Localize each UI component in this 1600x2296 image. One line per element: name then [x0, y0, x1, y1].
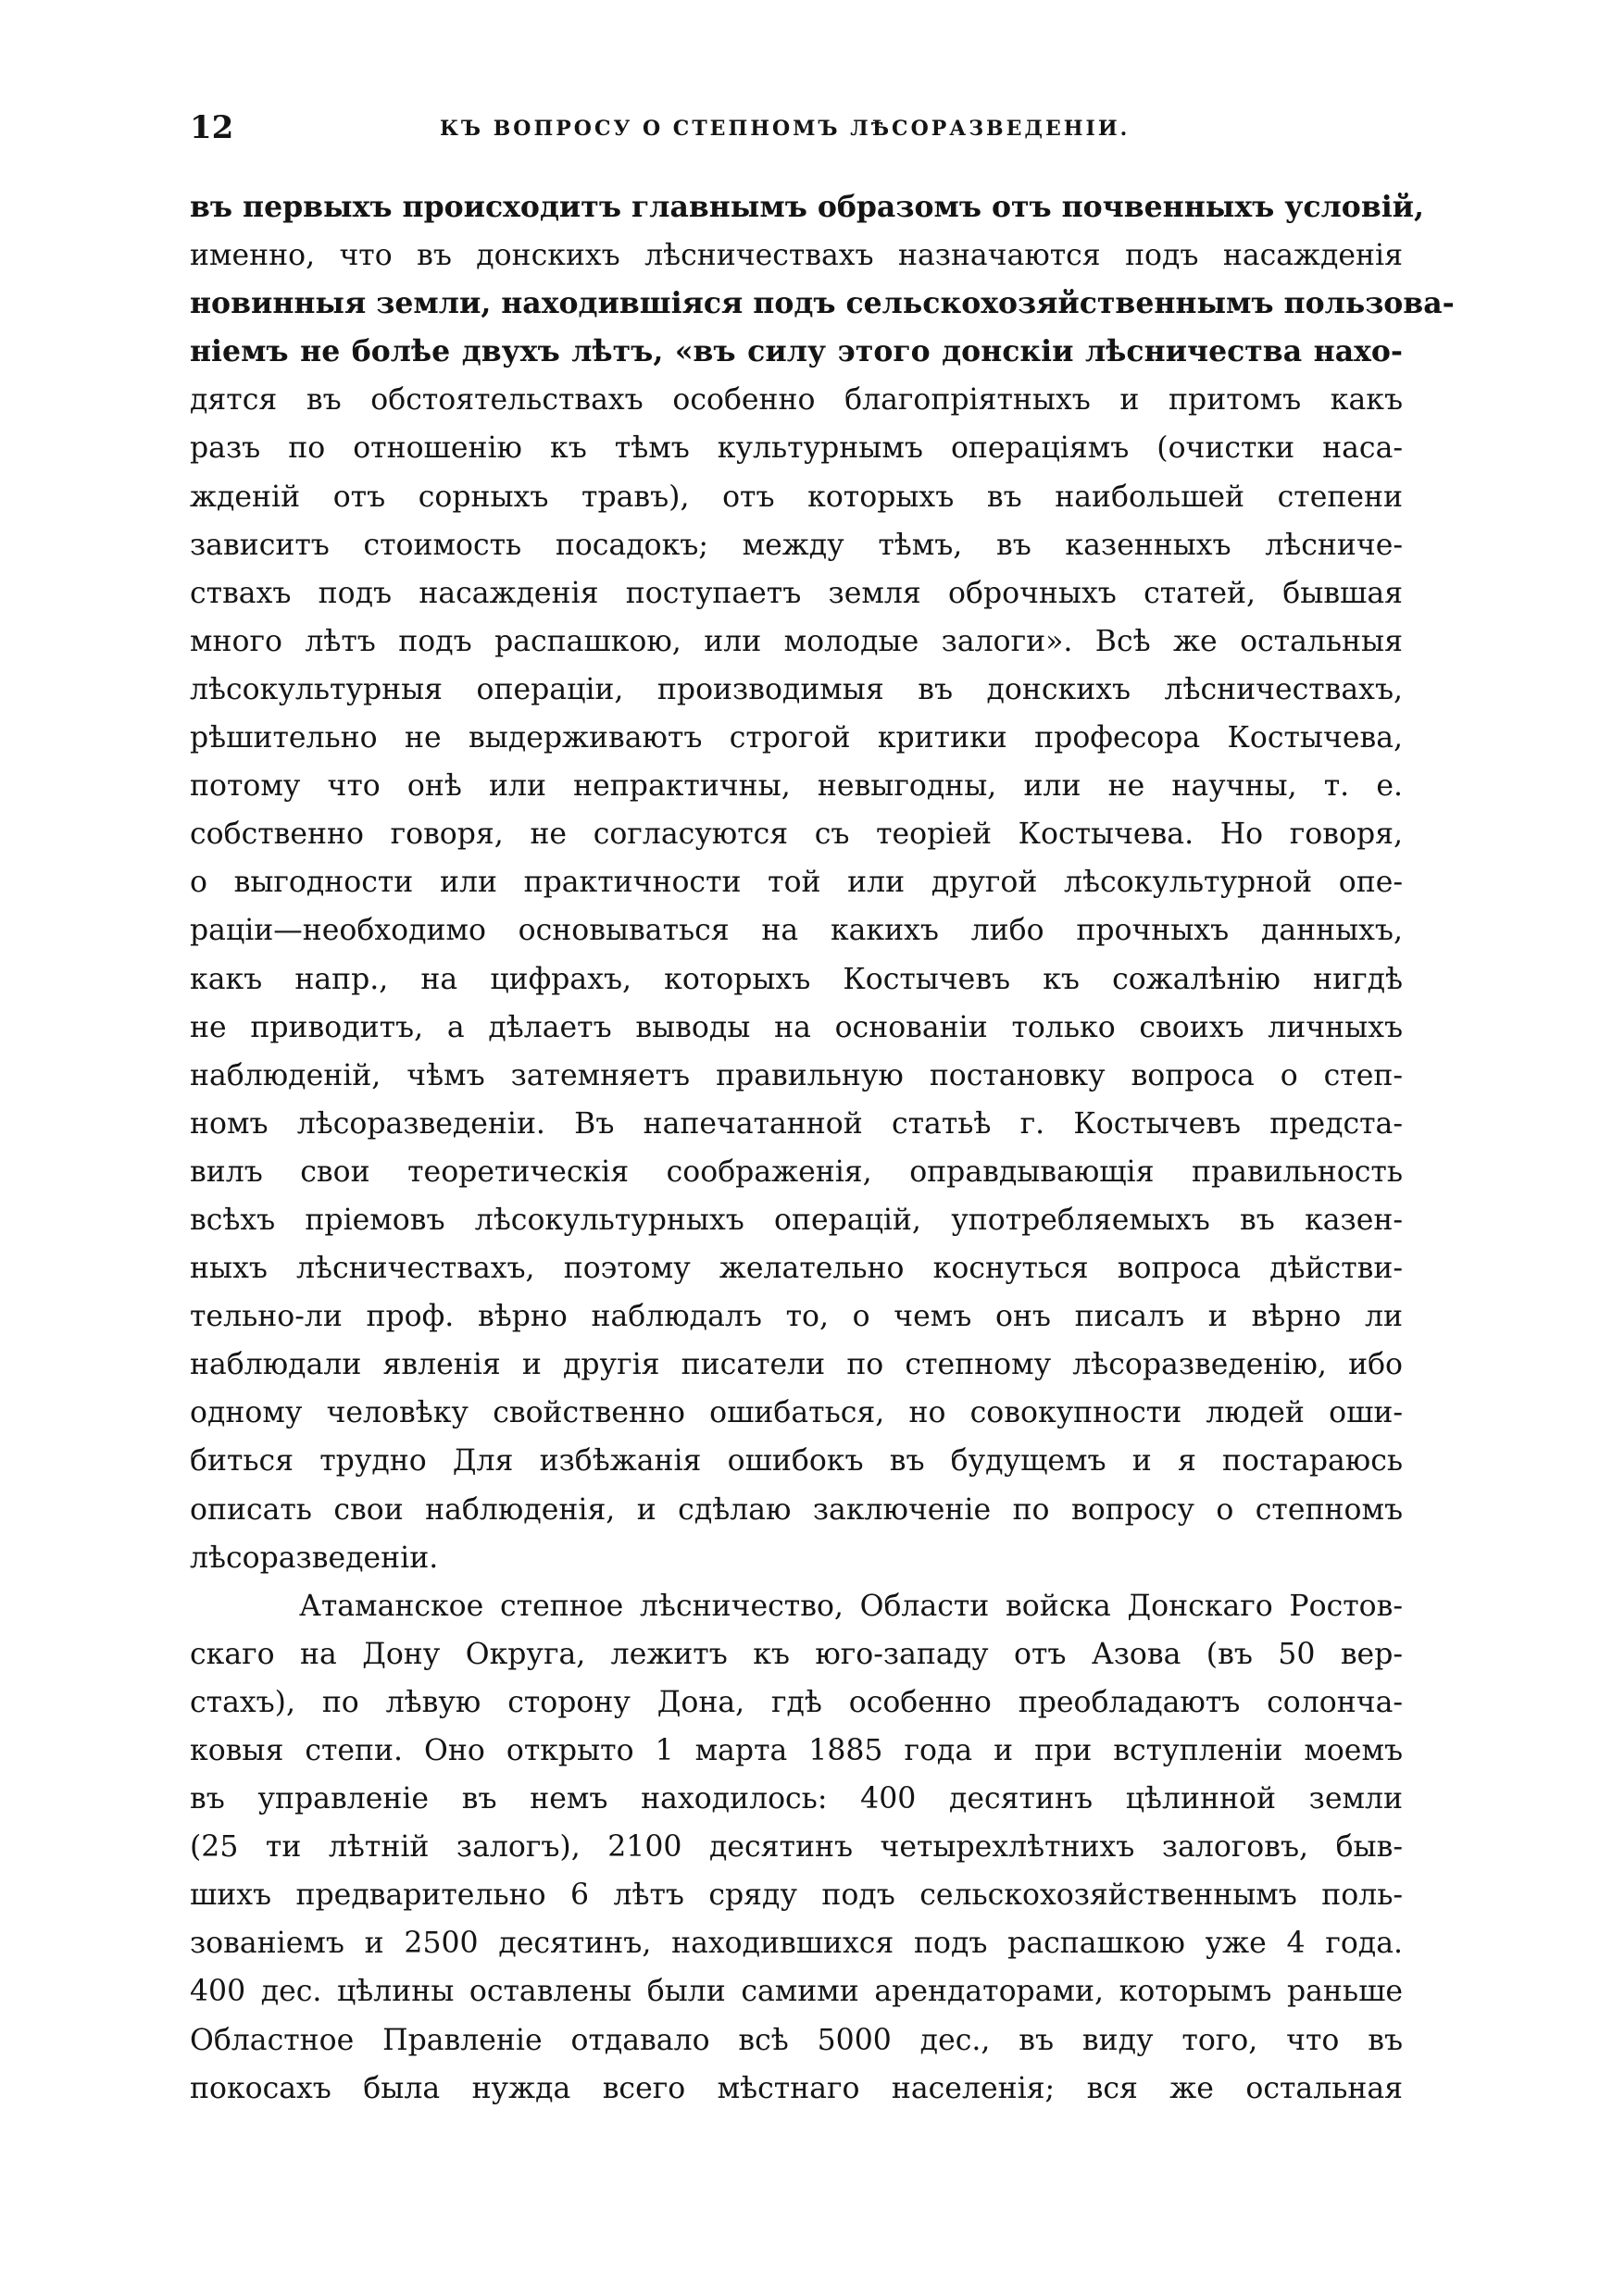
running-head: [190, 109, 1403, 146]
text-line: о выгодности или практичности той или другой лѣсокультурной опе-: [190, 866, 1403, 900]
text-line: новинныя земли, находившіяся подъ сельскохозяйственнымъ пользова-: [190, 286, 1455, 321]
text-line: ствахъ подъ насажденія поступаетъ земля оброчныхъ статей, бывшая: [190, 576, 1403, 610]
text-line: дятся въ обстоятельствахъ особенно благопріятныхъ и притомъ какъ: [190, 383, 1403, 418]
text-line: какъ напр., на цифрахъ, которыхъ Костычевъ къ сожалѣнію нигдѣ: [190, 962, 1403, 996]
text-line: собственно говоря, не согласуются съ теоріей Костычева. Но говоря,: [190, 817, 1403, 852]
text-line: рѣшительно не выдерживаютъ строгой критики професора Костычева,: [190, 721, 1403, 755]
text-line: стахъ), по лѣвую сторону Дона, гдѣ особенно преобладаютъ солонча-: [190, 1685, 1403, 1719]
text-line: именно, что въ донскихъ лѣсничествахъ назначаются подъ насажденія: [190, 239, 1403, 273]
text-line: не приводитъ, а дѣлаетъ выводы на основаніи только своихъ личныхъ: [190, 1010, 1403, 1044]
text-line: скаго на Дону Округа, лежитъ къ юго-западу отъ Азова (въ 50 вер-: [190, 1637, 1403, 1671]
text-line: (25 ти лѣтній залогъ), 2100 десятинъ четырехлѣтнихъ залоговъ, быв-: [190, 1830, 1403, 1865]
text-line: ныхъ лѣсничествахъ, поэтому желательно коснуться вопроса дѣйстви-: [190, 1252, 1403, 1286]
text-line: раціи—необходимо основываться на какихъ либо прочныхъ данныхъ,: [190, 914, 1403, 948]
text-line: номъ лѣсоразведеніи. Въ напечатанной статьѣ г. Костычевъ предста-: [190, 1106, 1403, 1141]
text-line: всѣхъ пріемовъ лѣсокультурныхъ операцій, употребляемыхъ въ казен-: [190, 1203, 1403, 1237]
text-line: одному человѣку свойственно ошибаться, но совокупности людей оши-: [190, 1396, 1403, 1430]
text-line: въ первыхъ происходитъ главнымъ образомъ отъ почвенныхъ условій,: [190, 190, 1424, 224]
text-line: ніемъ не болѣе двухъ лѣтъ, «въ силу этого донскіи лѣсничества нахо-: [190, 334, 1403, 369]
text-line: наблюдали явленія и другія писатели по степному лѣсоразведенію, ибо: [190, 1348, 1403, 1382]
text-line: наблюденій, чѣмъ затемняетъ правильную постановку вопроса о степ-: [190, 1058, 1403, 1092]
text-line: лѣсокультурныя операціи, производимыя въ донскихъ лѣсничествахъ,: [190, 672, 1403, 706]
text-line: покосахъ была нужда всего мѣстнаго населенія; вся же остальная: [190, 2071, 1403, 2105]
text-line: Областное Правленіе отдавало всѣ 5000 дес., въ виду того, что въ: [190, 2023, 1403, 2057]
text-line: зованіемъ и 2500 десятинъ, находившихся подъ распашкою уже 4 года.: [190, 1927, 1403, 1961]
text-line: ковыя степи. Оно открыто 1 марта 1885 года и при вступленіи моемъ: [190, 1734, 1403, 1767]
running-title: КЪ ВОПРОСУ О СТЕПНОМЪ ЛѢСОРАЗВЕДЕНІИ.: [440, 117, 1131, 141]
text-line: потому что онѣ или непрактичны, невыгодны, или не научны, т. е.: [190, 769, 1403, 804]
text-line: зависитъ стоимость посадокъ; между тѣмъ, въ казенныхъ лѣсниче-: [190, 528, 1403, 562]
page-number: 12: [190, 109, 234, 146]
text-line: биться трудно Для избѣжанія ошибокъ въ будущемъ и я постараюсь: [190, 1444, 1403, 1479]
text-line: жденій отъ сорныхъ травъ), отъ которыхъ въ наибольшей степени: [190, 480, 1403, 514]
text-line: Атаманское степное лѣсничество, Области войска Донскаго Ростов-: [299, 1589, 1403, 1623]
text-line: вилъ свои теоретическія соображенія, оправдывающія правильность: [190, 1154, 1403, 1189]
text-line: тельно-ли проф. вѣрно наблюдалъ то, о чемъ онъ писалъ и вѣрно ли: [190, 1300, 1403, 1334]
text-line: много лѣтъ подъ распашкою, или молодые залоги». Всѣ же остальныя: [190, 624, 1403, 658]
text-line: описать свои наблюденія, и сдѣлаю заключеніе по вопросу о степномъ: [190, 1492, 1403, 1527]
text-line: шихъ предварительно 6 лѣтъ сряду подъ сельскохозяйственнымъ поль-: [190, 1878, 1403, 1913]
text-line: разъ по отношенію къ тѣмъ культурнымъ операціямъ (очистки наса-: [190, 431, 1403, 466]
body-text: [190, 183, 1455, 2113]
text-line: въ управленіе въ немъ находилось: 400 десятинъ цѣлинной земли: [190, 1782, 1403, 1816]
text-line: 400 дес. цѣлины оставлены были самими арендаторами, которымъ раньше: [190, 1975, 1403, 2009]
text-line: лѣсоразведеніи.: [190, 1541, 439, 1575]
